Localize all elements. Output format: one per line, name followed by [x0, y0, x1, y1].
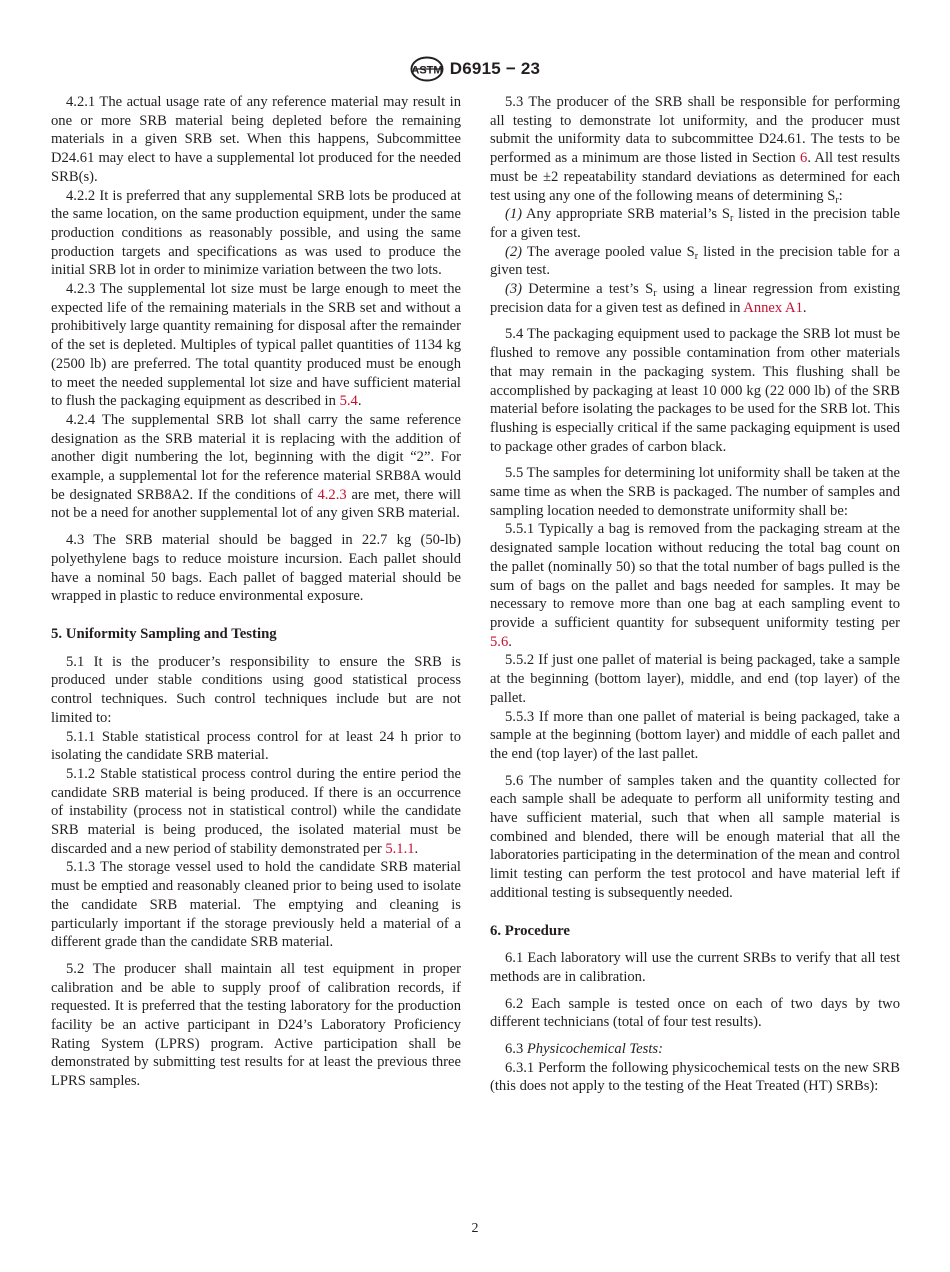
paragraph-text: Any appropriate SRB material’s S [522, 206, 731, 223]
paragraph-text: 4.2.4 The supplemental SRB lot shall carry the same reference designation as the SRB material it is replacing with the addition of another digit numbering the lot, beginning with the digit “2”. For example, a supplemental lot for the reference material SRB8A would be designated SRB8A2. If the conditions of [51, 411, 461, 503]
paragraph-text: . All test results must be ±2 repeatability standard deviations as determined for each test using any one of the following means of determining S [490, 150, 900, 204]
paragraph-text: . [357, 393, 362, 410]
left-column [51, 93, 461, 1091]
paragraph-5-5: 5.5 The samples for determining lot uniformity shall be taken at the same time as when the SRB is packaged. The number of samples and sampling location needed to demonstrate uniformity shall be: [490, 465, 900, 519]
annex-a1-link[interactable]: Annex A1 [743, 299, 803, 316]
paragraph-4-2-4 [51, 411, 461, 523]
page-header [0, 56, 950, 82]
section-5-4-link[interactable]: 5.4 [339, 393, 358, 410]
list-item-1 [490, 205, 900, 242]
paragraph-5-4: 5.4 The packaging equipment used to package the SRB lot must be flushed to remove any possible contamination from other materials that may remain in the packaging system. This flushing shall be accomplished by packaging at least 10 000 kg (22 000 lb) of the SRB material before isolating the packages to be used for the SRB lot. This flushing is especially critical if the same packaging equipment is used to package other grades of carbon black. [490, 326, 900, 455]
subscript: r [653, 288, 657, 300]
list-item-3 [490, 280, 900, 317]
paragraph-text: listed in the precision table for a given test. [490, 243, 900, 279]
right-column [490, 93, 900, 1096]
paragraph-text: . [414, 840, 419, 857]
paragraph-text: 4.2.3 The supplemental lot size must be large enough to meet the expected life of the remaining materials in the SRB set and without a prohibitively large quantity remaining for disposal after the remainder of the set is depleted. Multiples of typical pallet quantities of 1134 kg (2500 lb) are preferred. The total quantity produced must be enough to meet the needed supplemental lot size and have sufficient material to flush the packaging equipment as described in [51, 281, 461, 410]
astm-logo-text: ASTM [411, 64, 443, 77]
paragraph-text: : [838, 187, 843, 204]
paragraph-6-3 [490, 1040, 900, 1059]
paragraph-4-2-3 [51, 280, 461, 411]
paragraph-5-1-1: 5.1.1 Stable statistical process control for at least 24 h prior to isolating the candidate SRB material. [51, 728, 461, 764]
paragraph-text: 5.5.1 Typically a bag is removed from the packaging stream at the designated sample location without reducing the total bag count on the pallet (nominally 50) so that the total number of bags pulled is the sum of bags on the pallet and bags needed for samples. It may be necessary to remove more than one bag at each sampling event to provide a sufficient quantity for subsequent uniformity testing per [490, 521, 900, 631]
paragraph-4-2-2: 4.2.2 It is preferred that any supplemental SRB lots be produced at the same location, on the same production equipment, under the same production conditions as reasonably possible, and using the same production targets and specifications as was used to produce the initial SRB lot in order to minimize variation between the two lots. [51, 187, 461, 279]
paragraph-5-1-2 [51, 765, 461, 859]
paragraph-6-2: 6.2 Each sample is tested once on each of two days by two different technicians (total of four test results). [490, 995, 900, 1031]
subsection-title: Physicochemical Tests: [526, 1041, 663, 1058]
section-6-link[interactable]: 6 [800, 150, 808, 167]
paragraph-4-2-1: 4.2.1 The actual usage rate of any reference material may result in one or more SRB material being depleted before the remaining materials in a given SRB set. When this happens, Subcommittee D24.61 may elect to have a supplemental lot produced for the needed SRB(s). [51, 94, 461, 185]
subscript: r [730, 213, 734, 225]
paragraph-5-5-3: 5.5.3 If more than one pallet of material is being packaged, take a sample at the beginning (bottom layer) and middle of each pallet and the end (top layer) of the last pallet. [490, 708, 900, 762]
section-5-heading: 5. Uniformity Sampling and Testing [51, 625, 277, 642]
paragraph-text: 5.1.2 Stable statistical process control during the entire period the candidate SRB material is being produced. If there is an occurrence of instability (process not in statistical control) while the candidate SRB material is being produced, the isolated material must be discarded and a new period of stability demonstrated per [51, 765, 461, 857]
document-designation: D6915 − 23 [449, 59, 541, 78]
subscript: r [835, 194, 839, 206]
paragraph-text: 5.3 The producer of the SRB shall be responsible for performing all testing to demonstrate lot uniformity, and the producer must submit the uniformity data to subcommittee D24.61. The tests to be performed as a minimum are those listed in Section [490, 94, 900, 167]
paragraph-5-6: 5.6 The number of samples taken and the quantity collected for each sample shall be adequate to perform all uniformity testing and have sufficient material, such that when all sample material is combined and blended, there will be enough material that all the laboratories participating in the determination of the mean and control limit testing can perform the test protocol and have material left if additional testing is subsequently needed. [490, 772, 900, 901]
paragraph-5-1: 5.1 It is the producer’s responsibility to ensure the SRB is produced under stable conditions using good statistical process control techniques. Such control techniques include but are not limited to: [51, 653, 461, 726]
list-number: (1) [505, 206, 523, 223]
paragraph-text: . [802, 299, 807, 316]
paragraph-5-5-1 [490, 520, 900, 651]
paragraph-6-1: 6.1 Each laboratory will use the current SRBs to verify that all test methods are in calibration. [490, 950, 900, 985]
paragraph-6-3-1: 6.3.1 Perform the following physicochemical tests on the new SRB (this does not apply to the testing of the Heat Treated (HT) SRBs): [490, 1059, 900, 1095]
paragraph-5-3 [490, 93, 900, 205]
section-5-1-1-link[interactable]: 5.1.1 [385, 840, 415, 857]
paragraph-text: are met, there will not be a need for another supplemental lot of any given SRB material. [51, 486, 461, 522]
list-number: (2) [505, 243, 523, 260]
paragraph-5-1-3: 5.1.3 The storage vessel used to hold the candidate SRB material must be emptied and reasonably cleaned prior to being used to isolate the candidate SRB material. The emptying and cleaning is particularly important if the storage previously held a material of a different grade than the candidate SRB material. [51, 859, 461, 951]
subscript: r [694, 250, 699, 262]
paragraph-text: . [508, 633, 512, 650]
paragraph-text: using a linear regression from existing precision data for a given test as defined in [490, 281, 900, 316]
paragraph-text: Determine a test’s S [522, 281, 654, 298]
paragraph-text: The average pooled value S [522, 243, 695, 260]
paragraph-text: listed in the precision table for a given test. [490, 206, 900, 241]
page-number: 2 [471, 1221, 479, 1236]
section-4-2-3-link[interactable]: 4.2.3 [317, 486, 347, 503]
paragraph-5-2: 5.2 The producer shall maintain all test equipment in proper calibration and be able to supply proof of calibration records, if requested. It is preferred that the testing laboratory for the production facility be an active participant in D24’s Laboratory Proficiency Rating System (LPRS) program. Active participation shall be demonstrated by submitting test results for at least the previous three LPRS samples. [51, 960, 461, 1090]
list-item-2 [490, 243, 900, 280]
section-5-6-link[interactable]: 5.6 [490, 633, 509, 650]
list-number: (3) [505, 281, 523, 298]
astm-logo-icon [410, 56, 444, 82]
section-6-heading: 6. Procedure [490, 922, 570, 939]
paragraph-text: 6.3 [505, 1041, 527, 1058]
paragraph-5-5-2: 5.5.2 If just one pallet of material is being packaged, take a sample at the beginning (bottom layer), middle, and end (top layer) of the pallet. [490, 652, 900, 706]
paragraph-4-3: 4.3 The SRB material should be bagged in 22.7 kg (50-lb) polyethylene bags to reduce moisture incursion. Each pallet should have a nominal 50 bags. Each pallet of bagged material should be wrapped in plastic to reduce environmental exposure. [51, 532, 461, 605]
